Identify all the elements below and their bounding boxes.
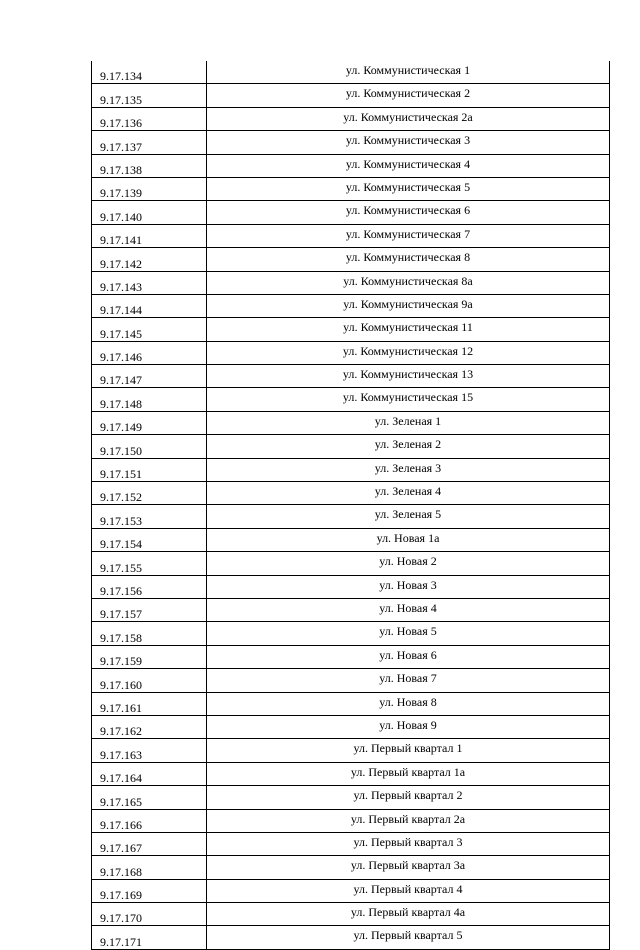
row-number: 9.17.166 bbox=[92, 809, 207, 832]
table-row bbox=[92, 411, 610, 434]
row-address: ул. Коммунистическая 7 bbox=[207, 224, 610, 247]
row-address: ул. Первый квартал 5 bbox=[207, 926, 610, 949]
row-address: ул. Первый квартал 2 bbox=[207, 786, 610, 809]
row-address: ул. Коммунистическая 5 bbox=[207, 177, 610, 200]
row-number: 9.17.153 bbox=[92, 505, 207, 528]
row-address: ул. Новая 5 bbox=[207, 622, 610, 645]
row-number: 9.17.151 bbox=[92, 458, 207, 481]
table-row bbox=[92, 552, 610, 575]
address-table-body bbox=[92, 61, 610, 949]
row-number: 9.17.148 bbox=[92, 388, 207, 411]
row-address: ул. Коммунистическая 3 bbox=[207, 131, 610, 154]
row-number: 9.17.160 bbox=[92, 669, 207, 692]
row-number: 9.17.169 bbox=[92, 879, 207, 902]
table-row bbox=[92, 482, 610, 505]
row-address: ул. Коммунистическая 6 bbox=[207, 201, 610, 224]
row-address: ул. Коммунистическая 4 bbox=[207, 154, 610, 177]
table-row bbox=[92, 739, 610, 762]
table-row bbox=[92, 692, 610, 715]
row-address: ул. Новая 1а bbox=[207, 528, 610, 551]
row-number: 9.17.139 bbox=[92, 177, 207, 200]
table-row bbox=[92, 154, 610, 177]
row-address: ул. Коммунистическая 11 bbox=[207, 318, 610, 341]
row-address: ул. Первый квартал 1 bbox=[207, 739, 610, 762]
row-number: 9.17.162 bbox=[92, 715, 207, 738]
table-row bbox=[92, 926, 610, 949]
row-address: ул. Первый квартал 2а bbox=[207, 809, 610, 832]
row-number: 9.17.143 bbox=[92, 271, 207, 294]
table-row bbox=[92, 832, 610, 855]
table-row bbox=[92, 61, 610, 84]
row-address: ул. Коммунистическая 9а bbox=[207, 294, 610, 317]
table-row bbox=[92, 107, 610, 130]
row-number: 9.17.167 bbox=[92, 832, 207, 855]
table-row bbox=[92, 365, 610, 388]
row-address: ул. Новая 3 bbox=[207, 575, 610, 598]
row-number: 9.17.155 bbox=[92, 552, 207, 575]
table-row bbox=[92, 294, 610, 317]
table-row bbox=[92, 318, 610, 341]
row-number: 9.17.171 bbox=[92, 926, 207, 949]
row-address: ул. Первый квартал 3а bbox=[207, 856, 610, 879]
table-row bbox=[92, 879, 610, 902]
row-number: 9.17.138 bbox=[92, 154, 207, 177]
row-address: ул. Коммунистическая 8 bbox=[207, 248, 610, 271]
table-row bbox=[92, 341, 610, 364]
table-row bbox=[92, 762, 610, 785]
row-number: 9.17.147 bbox=[92, 365, 207, 388]
table-row bbox=[92, 622, 610, 645]
table-row bbox=[92, 903, 610, 926]
table-row bbox=[92, 669, 610, 692]
row-number: 9.17.142 bbox=[92, 248, 207, 271]
row-address: ул. Коммунистическая 15 bbox=[207, 388, 610, 411]
address-table bbox=[91, 61, 610, 950]
row-address: ул. Коммунистическая 2 bbox=[207, 84, 610, 107]
table-row bbox=[92, 645, 610, 668]
row-number: 9.17.137 bbox=[92, 131, 207, 154]
row-address: ул. Зеленая 5 bbox=[207, 505, 610, 528]
row-address: ул. Коммунистическая 1 bbox=[207, 61, 610, 84]
row-address: ул. Зеленая 3 bbox=[207, 458, 610, 481]
row-address: ул. Первый квартал 4а bbox=[207, 903, 610, 926]
row-address: ул. Новая 4 bbox=[207, 598, 610, 621]
table-row bbox=[92, 598, 610, 621]
table-row bbox=[92, 458, 610, 481]
row-number: 9.17.157 bbox=[92, 598, 207, 621]
table-row bbox=[92, 786, 610, 809]
table-row bbox=[92, 575, 610, 598]
row-address: ул. Коммунистическая 8а bbox=[207, 271, 610, 294]
row-address: ул. Первый квартал 1а bbox=[207, 762, 610, 785]
row-address: ул. Первый квартал 4 bbox=[207, 879, 610, 902]
table-row bbox=[92, 505, 610, 528]
row-number: 9.17.159 bbox=[92, 645, 207, 668]
row-number: 9.17.168 bbox=[92, 856, 207, 879]
row-number: 9.17.164 bbox=[92, 762, 207, 785]
row-number: 9.17.170 bbox=[92, 903, 207, 926]
row-number: 9.17.134 bbox=[92, 61, 207, 84]
row-number: 9.17.152 bbox=[92, 482, 207, 505]
row-address: ул. Коммунистическая 2а bbox=[207, 107, 610, 130]
row-number: 9.17.154 bbox=[92, 528, 207, 551]
row-address: ул. Зеленая 2 bbox=[207, 435, 610, 458]
row-address: ул. Новая 9 bbox=[207, 715, 610, 738]
row-number: 9.17.150 bbox=[92, 435, 207, 458]
table-row bbox=[92, 201, 610, 224]
table-row bbox=[92, 388, 610, 411]
row-number: 9.17.145 bbox=[92, 318, 207, 341]
row-number: 9.17.161 bbox=[92, 692, 207, 715]
table-row bbox=[92, 131, 610, 154]
row-number: 9.17.163 bbox=[92, 739, 207, 762]
row-address: ул. Зеленая 1 bbox=[207, 411, 610, 434]
table-row bbox=[92, 435, 610, 458]
row-address: ул. Новая 7 bbox=[207, 669, 610, 692]
row-number: 9.17.146 bbox=[92, 341, 207, 364]
table-row bbox=[92, 177, 610, 200]
row-number: 9.17.149 bbox=[92, 411, 207, 434]
row-address: ул. Новая 8 bbox=[207, 692, 610, 715]
row-address: ул. Новая 2 bbox=[207, 552, 610, 575]
row-address: ул. Первый квартал 3 bbox=[207, 832, 610, 855]
row-address: ул. Коммунистическая 12 bbox=[207, 341, 610, 364]
table-row bbox=[92, 84, 610, 107]
table-row bbox=[92, 224, 610, 247]
row-number: 9.17.141 bbox=[92, 224, 207, 247]
row-address: ул. Коммунистическая 13 bbox=[207, 365, 610, 388]
table-row bbox=[92, 715, 610, 738]
row-number: 9.17.156 bbox=[92, 575, 207, 598]
table-row bbox=[92, 248, 610, 271]
table-row bbox=[92, 809, 610, 832]
row-address: ул. Зеленая 4 bbox=[207, 482, 610, 505]
row-number: 9.17.158 bbox=[92, 622, 207, 645]
table-row bbox=[92, 528, 610, 551]
row-number: 9.17.140 bbox=[92, 201, 207, 224]
row-number: 9.17.136 bbox=[92, 107, 207, 130]
table-row bbox=[92, 856, 610, 879]
row-number: 9.17.165 bbox=[92, 786, 207, 809]
row-number: 9.17.135 bbox=[92, 84, 207, 107]
row-address: ул. Новая 6 bbox=[207, 645, 610, 668]
table-row bbox=[92, 271, 610, 294]
row-number: 9.17.144 bbox=[92, 294, 207, 317]
